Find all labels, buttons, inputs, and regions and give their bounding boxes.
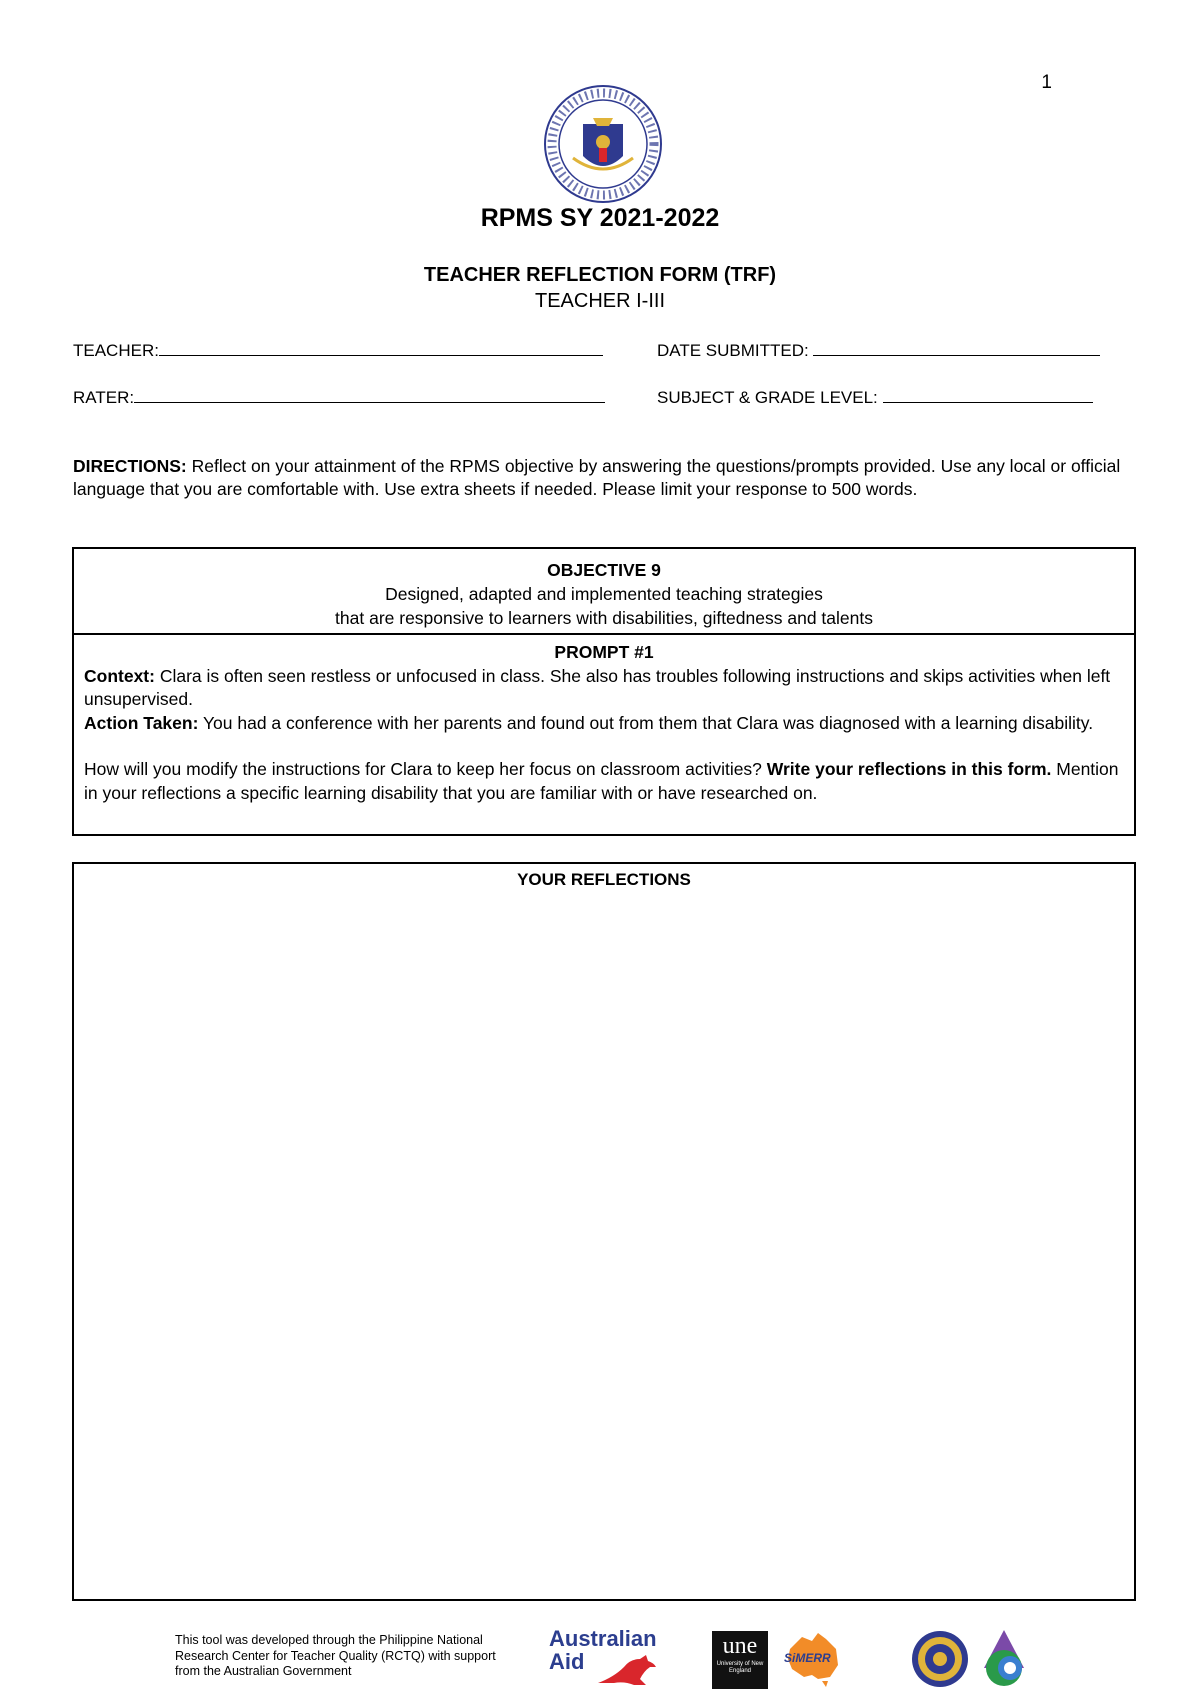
action-taken-text: You had a conference with her parents and found out from them that Clara was diagnosed with a learning disability. <box>198 712 1094 733</box>
subject-grade-label: SUBJECT & GRADE LEVEL: <box>657 388 878 407</box>
teacher-input-line[interactable] <box>159 341 603 356</box>
objective-prompt-box <box>72 547 1136 836</box>
context-text: Clara is often seen restless or unfocused in class. She also has troubles following instructions and skips activities when left unsupervised. <box>84 665 1111 709</box>
simerr-logo <box>782 1629 842 1689</box>
directions-text: Reflect on your attainment of the RPMS objective by answering the questions/prompts provided. Use any local or official language that you are comfortable with. Use extra sheets if needed. Please limit your response to 500 words. <box>73 456 1121 499</box>
une-logo <box>712 1631 768 1689</box>
une-logo-text: une <box>722 1633 758 1659</box>
university-seal-logo <box>911 1630 969 1688</box>
rater-field <box>73 388 605 408</box>
directions-label: DIRECTIONS: <box>73 456 187 476</box>
rater-input-line[interactable] <box>134 388 605 403</box>
objective-line-1: Designed, adapted and implemented teaching strategies <box>385 584 823 604</box>
kangaroo-icon <box>594 1653 664 1687</box>
form-subtitle: TEACHER I-III <box>534 290 665 312</box>
objective-header <box>74 549 1134 635</box>
date-submitted-field <box>657 341 1100 361</box>
australian-aid-logo <box>549 1628 669 1690</box>
australian-aid-text: Australian <box>549 1626 657 1651</box>
document-title: RPMS SY 2021-2022 <box>480 204 720 232</box>
objective-title: OBJECTIVE 9 <box>547 560 661 580</box>
form-title: TEACHER REFLECTION FORM (TRF) <box>423 264 777 286</box>
objective-line-2: that are responsive to learners with disabilities, giftedness and talents <box>335 608 873 628</box>
question-text: How will you modify the instructions for Clara to keep her focus on classroom activities? <box>84 759 767 779</box>
reflections-title: YOUR REFLECTIONS <box>517 870 691 889</box>
date-submitted-label: DATE SUBMITTED: <box>657 341 809 360</box>
context-label: Context: <box>84 665 155 686</box>
footer-credit <box>175 1633 535 1680</box>
rctq-logo <box>974 1628 1034 1688</box>
footer-credit-line-2: Research Center for Teacher Quality (RCTQ) with support <box>175 1648 496 1663</box>
footer-credit-line-3: from the Australian Government <box>175 1664 352 1678</box>
simerr-text: SiMERR <box>784 1651 831 1665</box>
subject-grade-input-line[interactable] <box>883 388 1093 403</box>
une-logo-subtext: University of New England <box>716 1661 764 1674</box>
date-submitted-input-line[interactable] <box>813 341 1100 356</box>
prompt-context <box>84 665 1124 712</box>
teacher-field <box>73 341 603 361</box>
prompt-question <box>84 758 1124 805</box>
page-number: 1 <box>1041 72 1052 93</box>
question-bold-text: Write your reflections in this form. <box>766 759 1052 779</box>
action-taken-label: Action Taken: <box>84 712 199 733</box>
footer-credit-line-1: This tool was developed through the Philippine National <box>175 1633 483 1647</box>
deped-seal-logo <box>543 84 663 204</box>
prompt-section <box>84 641 1124 805</box>
aid-text: Aid <box>549 1649 585 1674</box>
teacher-label: TEACHER: <box>73 341 159 360</box>
reflections-box[interactable] <box>72 862 1136 1601</box>
prompt-title: PROMPT #1 <box>554 642 654 662</box>
subject-grade-field <box>657 388 1093 408</box>
directions <box>73 455 1135 501</box>
rater-label: RATER: <box>73 388 135 407</box>
question-tail-text: Mention in your reflections a specific learning disability that you are familiar with or have researched on. <box>84 759 1119 803</box>
prompt-action-taken <box>84 712 1124 736</box>
